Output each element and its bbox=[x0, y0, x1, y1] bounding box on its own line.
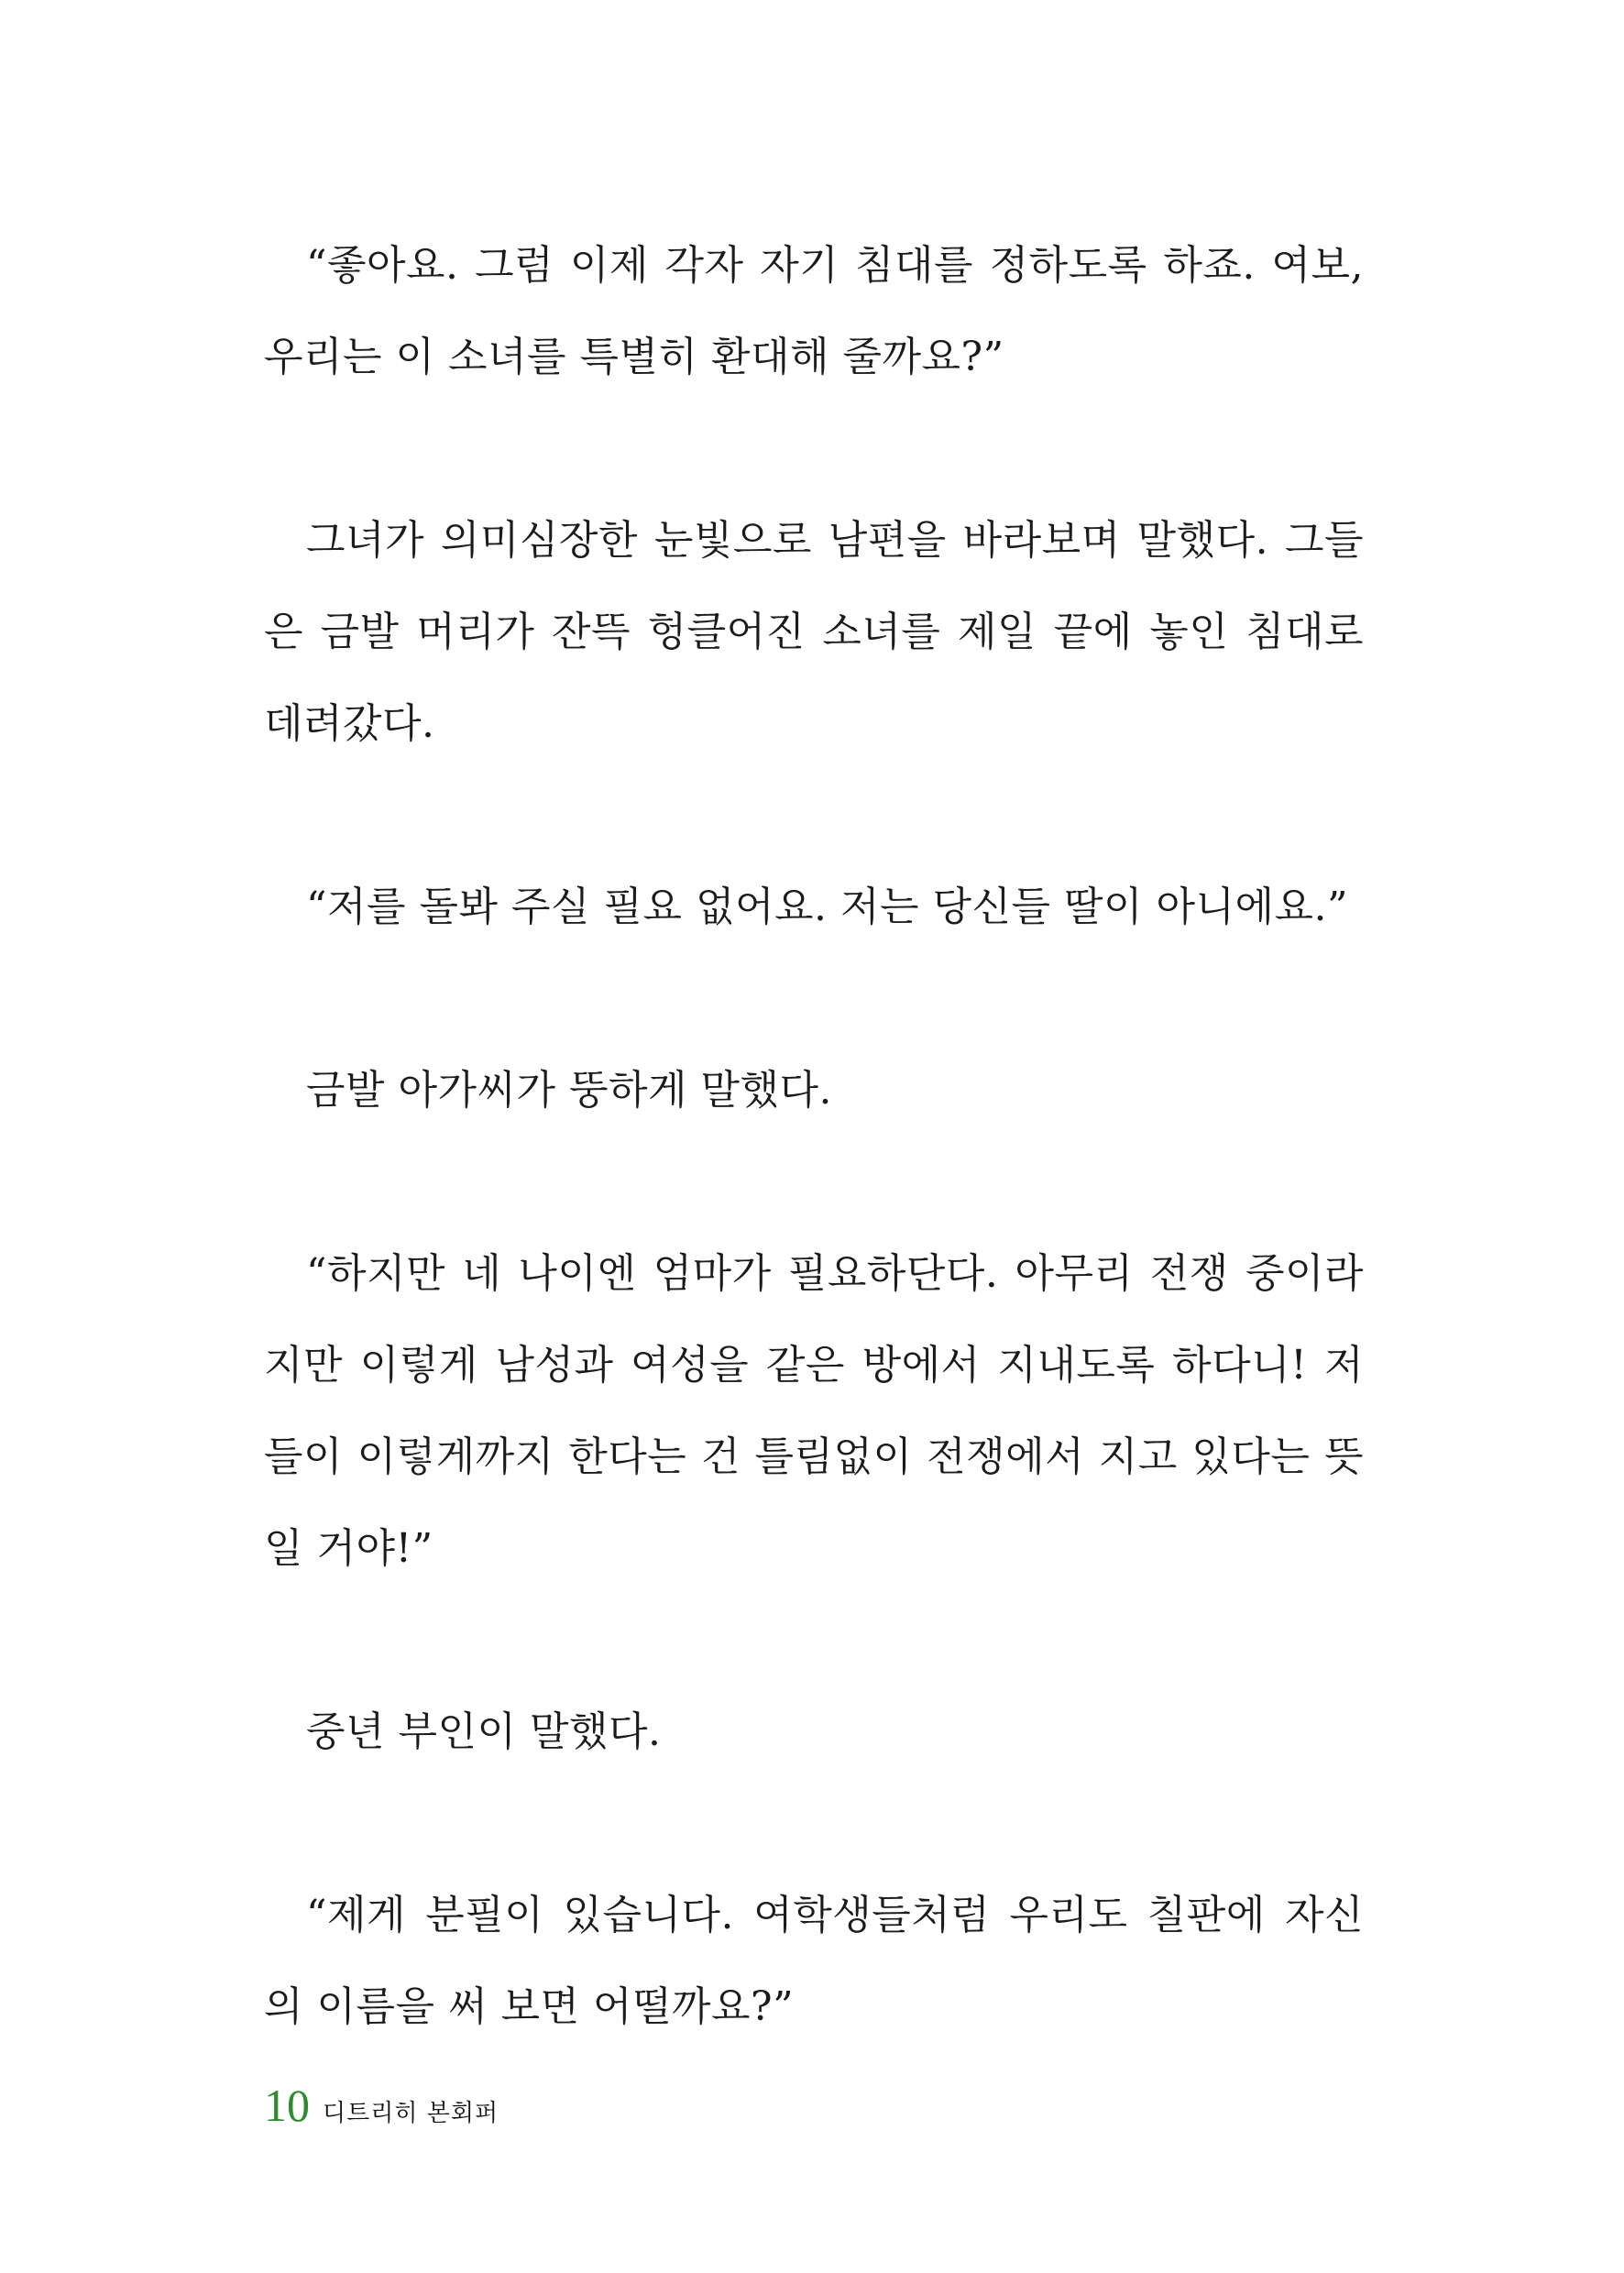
body-text bbox=[264, 220, 1364, 2053]
paragraph-1: “좋아요. 그럼 이제 각자 자기 침대를 정하도록 하죠. 여보, 우리는 이 소녀를 특별히 환대해 줄까요?” bbox=[264, 242, 1364, 380]
page-number: 10 bbox=[264, 2080, 310, 2131]
paragraph-3: “저를 돌봐 주실 필요 없어요. 저는 당신들 딸이 아니에요.” bbox=[306, 884, 1348, 930]
paragraph-5: “하지만 네 나이엔 엄마가 필요하단다. 아무리 전쟁 중이라지만 이렇게 남성과 여성을 같은 방에서 지내도록 하다니! 저들이 이렇게까지 한다는 건 틀림없이 전쟁에서 지고 있다는 뜻일 거야!” bbox=[264, 1250, 1364, 1572]
page-footer bbox=[264, 2079, 499, 2134]
paragraph-2: 그녀가 의미심장한 눈빛으로 남편을 바라보며 말했다. 그들은 금발 머리가 잔뜩 헝클어진 소녀를 제일 끝에 놓인 침대로 데려갔다. bbox=[264, 517, 1364, 747]
paragraph-6: 중년 부인이 말했다. bbox=[306, 1708, 662, 1755]
paragraph-4: 금발 아가씨가 뚱하게 말했다. bbox=[306, 1067, 832, 1114]
running-title: 디트리히 본회퍼 bbox=[323, 2100, 499, 2127]
paragraph-7: “제게 분필이 있습니다. 여학생들처럼 우리도 칠판에 자신의 이름을 써 보면 어떨까요?” bbox=[264, 1892, 1364, 2030]
